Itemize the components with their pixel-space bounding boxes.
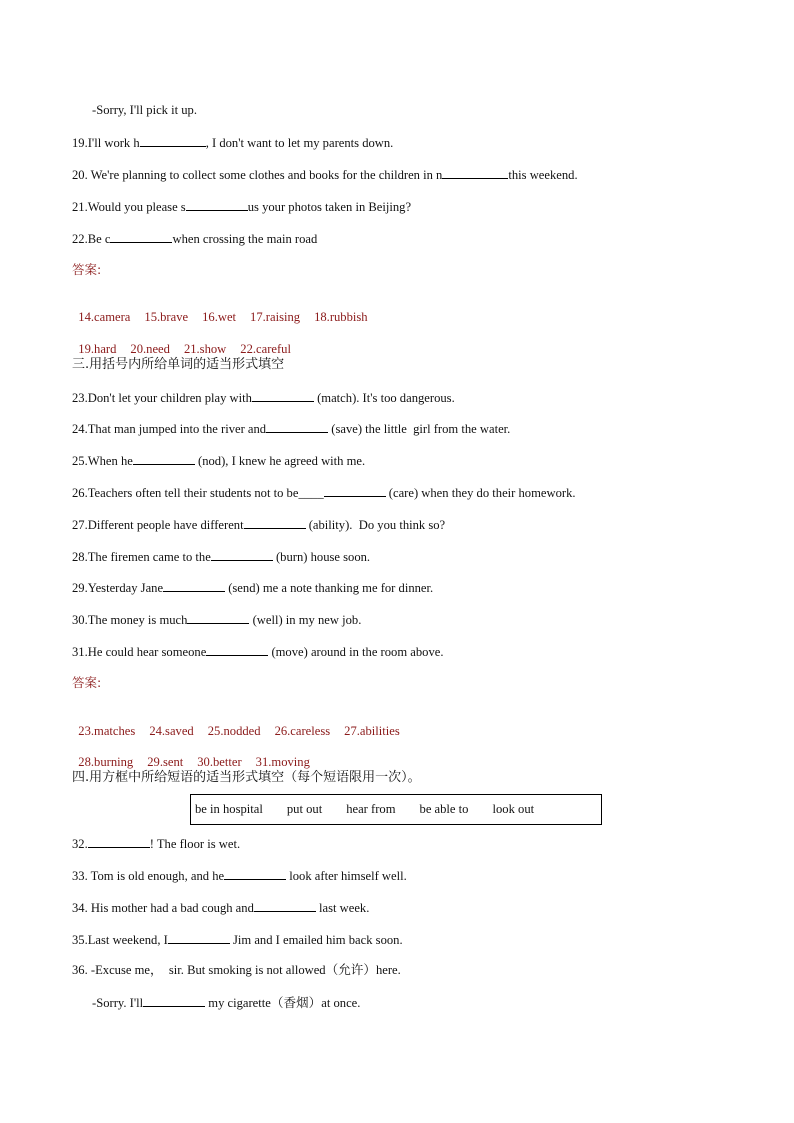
answers-row: 23.matches 24.saved 25.nodded 26.careless 27.abilities	[78, 724, 400, 738]
answer-blank[interactable]	[442, 166, 508, 179]
phrase-item: be in hospital	[195, 802, 263, 816]
phrase-item: look out	[492, 802, 535, 816]
phrase-item: put out	[286, 802, 323, 816]
question-30: 30.The money is much (well) in my new job.	[72, 613, 362, 627]
answer-label: 答案:	[72, 675, 102, 690]
answer-blank[interactable]	[186, 198, 248, 211]
answer-blank[interactable]	[211, 548, 273, 561]
question-23: 23.Don't let your children play with (match). It's too dangerous.	[72, 391, 455, 405]
question-21: 21.Would you please s us your photos taken in Beijing?	[72, 200, 412, 214]
question-24: 24.That man jumped into the river and (save) the little girl from the water.	[72, 422, 511, 436]
answer-blank[interactable]	[143, 994, 205, 1007]
question-26: 26.Teachers often tell their students not to be____ (care) when they do their homework.	[72, 486, 576, 500]
answer-blank[interactable]	[244, 516, 306, 529]
answer-blank[interactable]	[266, 420, 328, 433]
answer-blank[interactable]	[252, 389, 314, 402]
answer-blank[interactable]	[88, 835, 150, 848]
phrase-item: be able to	[419, 802, 469, 816]
question-28: 28.The firemen came to the (burn) house soon.	[72, 550, 371, 564]
answer-blank[interactable]	[140, 134, 206, 147]
answers-row: 19.hard 20.need 21.show 22.careful	[78, 342, 291, 356]
answer-blank[interactable]	[133, 452, 195, 465]
section-3-heading: 三.用括号内所给单词的适当形式填空	[72, 357, 285, 372]
question-32: 32. ! The floor is wet.	[72, 837, 241, 851]
question-25: 25.When he (nod), I knew he agreed with me.	[72, 454, 366, 468]
question-19: 19.I'll work h , I don't want to let my parents down.	[72, 136, 394, 150]
answer-blank[interactable]	[163, 579, 225, 592]
answer-blank[interactable]	[254, 899, 316, 912]
question-36-response: -Sorry. I'll my cigarette（香烟）at once.	[92, 996, 361, 1010]
question-36: 36. -Excuse me， sir. But smoking is not allowed（允许）here.	[72, 963, 401, 977]
question-22: 22.Be c when crossing the main road	[72, 232, 318, 246]
answer-blank[interactable]	[224, 867, 286, 880]
answer-label: 答案:	[72, 262, 102, 277]
section-4-heading: 四.用方框中所给短语的适当形式填空（每个短语限用一次）。	[72, 770, 421, 785]
question-33: 33. Tom is old enough, and he look after himself well.	[72, 869, 407, 883]
question-35: 35.Last weekend, I Jim and I emailed him back soon.	[72, 933, 403, 947]
q18-response: -Sorry, I'll pick it up.	[92, 103, 197, 117]
answer-blank[interactable]	[206, 643, 268, 656]
phrase-box	[190, 794, 602, 825]
question-31: 31.He could hear someone (move) around in the room above.	[72, 645, 444, 659]
question-34: 34. His mother had a bad cough and last week.	[72, 901, 370, 915]
answers-row: 14.camera 15.brave 16.wet 17.raising 18.rubbish	[78, 310, 368, 324]
answer-blank[interactable]	[324, 484, 386, 497]
answer-blank[interactable]	[110, 230, 172, 243]
question-29: 29.Yesterday Jane (send) me a note thanking me for dinner.	[72, 581, 434, 595]
phrase-item: hear from	[346, 802, 396, 816]
answer-blank[interactable]	[187, 611, 249, 624]
answer-blank[interactable]	[168, 931, 230, 944]
question-27: 27.Different people have different (ability). Do you think so?	[72, 518, 446, 532]
answers-row: 28.burning 29.sent 30.better 31.moving	[78, 755, 310, 769]
question-20: 20. We're planning to collect some clothes and books for the children in n this weekend.	[72, 168, 578, 182]
